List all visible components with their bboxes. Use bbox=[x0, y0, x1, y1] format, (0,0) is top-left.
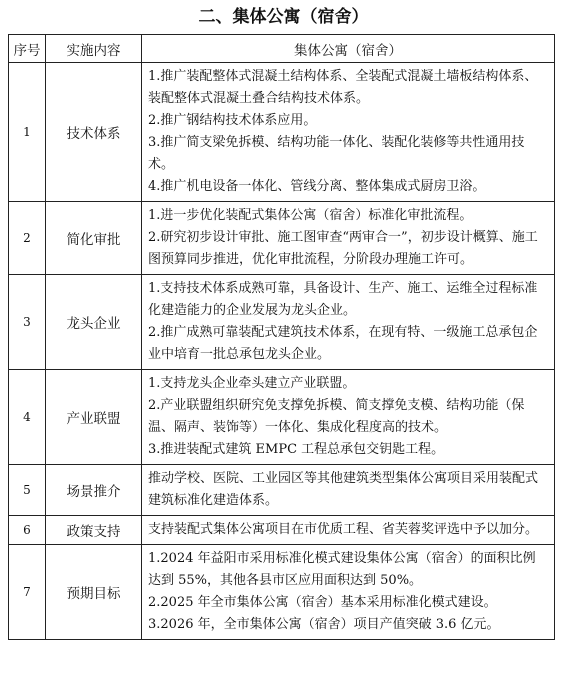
row-number: 7 bbox=[9, 545, 46, 640]
row-number: 5 bbox=[9, 465, 46, 516]
table-row bbox=[9, 63, 555, 202]
row-area: 场景推介 bbox=[46, 465, 142, 516]
row-number: 4 bbox=[9, 370, 46, 465]
row-content bbox=[142, 63, 555, 202]
header-area: 实施内容 bbox=[46, 35, 142, 63]
content-item: 2.推广成熟可靠装配式建筑技术体系，在现有特、一级施工总承包企业中培育一批总承包龙头企业。 bbox=[148, 325, 538, 362]
table-row bbox=[9, 275, 555, 370]
row-area: 政策支持 bbox=[46, 516, 142, 545]
content-item: 2.产业联盟组织研究免支撑免拆模、简支撑免支模、结构功能（保温、隔声、装饰等）一体化、集成化程度高的技术。 bbox=[148, 398, 525, 435]
page-title: 二、集体公寓（宿舍） bbox=[198, 7, 369, 27]
content-item: 4.推广机电设备一体化、管线分离、整体集成式厨房卫浴。 bbox=[148, 179, 486, 194]
policy-table bbox=[8, 34, 555, 640]
content-item: 1.2024 年益阳市采用标准化模式建设集体公寓（宿舍）的面积比例达到 55%，其他各县市区应用面积达到 50%。 bbox=[148, 551, 536, 588]
row-number: 3 bbox=[9, 275, 46, 370]
row-number: 1 bbox=[9, 63, 46, 202]
content-item: 1.支持技术体系成熟可靠，具备设计、生产、施工、运维全过程标准化建造能力的企业发展为龙头企业。 bbox=[148, 281, 538, 318]
content-item: 1.支持龙头企业牵头建立产业联盟。 bbox=[148, 376, 356, 391]
row-content bbox=[142, 202, 555, 275]
row-number: 2 bbox=[9, 202, 46, 275]
row-content bbox=[142, 516, 555, 545]
table-row bbox=[9, 202, 555, 275]
content-item: 2.研究初步设计审批、施工图审查“两审合一”，初步设计概算、施工图预算同步推进，优化审批流程，分阶段办理施工许可。 bbox=[148, 230, 538, 267]
row-number: 6 bbox=[9, 516, 46, 545]
table-header-row bbox=[9, 35, 555, 63]
table-row bbox=[9, 370, 555, 465]
row-content bbox=[142, 465, 555, 516]
content-item: 3.2026 年，全市集体公寓（宿舍）项目产值突破 3.6 亿元。 bbox=[148, 617, 500, 632]
content-item: 推动学校、医院、工业园区等其他建筑类型集体公寓项目采用装配式建筑标准化建造体系。 bbox=[148, 471, 539, 508]
row-area: 产业联盟 bbox=[46, 370, 142, 465]
header-no: 序号 bbox=[9, 35, 46, 63]
content-item: 3.推广简支梁免拆模、结构功能一体化、装配化装修等共性通用技术。 bbox=[148, 135, 525, 172]
content-item: 1.进一步优化装配式集体公寓（宿舍）标准化审批流程。 bbox=[148, 208, 473, 223]
content-item: 3.推进装配式建筑 EMPC 工程总承包交钥匙工程。 bbox=[148, 442, 445, 457]
table-row bbox=[9, 516, 555, 545]
row-area: 预期目标 bbox=[46, 545, 142, 640]
row-area: 技术体系 bbox=[46, 63, 142, 202]
content-item: 2.推广钢结构技术体系应用。 bbox=[148, 113, 317, 128]
row-area: 龙头企业 bbox=[46, 275, 142, 370]
content-item: 支持装配式集体公寓项目在市优质工程、省芙蓉奖评选中予以加分。 bbox=[148, 522, 539, 537]
row-content bbox=[142, 545, 555, 640]
table-row bbox=[9, 545, 555, 640]
table-row bbox=[9, 465, 555, 516]
content-item: 2.2025 年全市集体公寓（宿舍）基本采用标准化模式建设。 bbox=[148, 595, 497, 610]
header-content: 集体公寓（宿舍） bbox=[142, 35, 555, 63]
row-content bbox=[142, 275, 555, 370]
content-item: 1.推广装配整体式混凝土结构体系、全装配式混凝土墙板结构体系、装配整体式混凝土叠合结构技术体系。 bbox=[148, 69, 538, 106]
row-content bbox=[142, 370, 555, 465]
row-area: 简化审批 bbox=[46, 202, 142, 275]
